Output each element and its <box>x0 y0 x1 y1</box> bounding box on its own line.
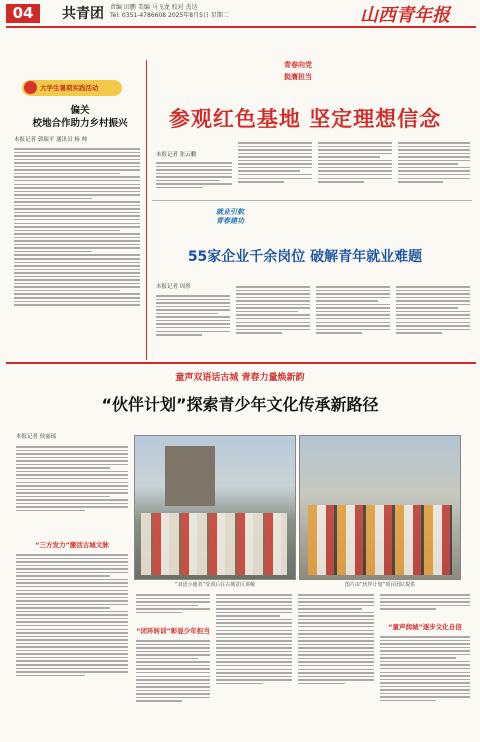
feature-col2-body-top <box>136 592 210 622</box>
feature-col5-body-b <box>380 634 470 734</box>
middle-tag-line1: 就业引航 <box>216 208 244 216</box>
left-article-body <box>14 146 140 356</box>
feature-headline: “伙伴计划”探索青少年文化传承新路径 <box>101 395 379 414</box>
middle-article-col2 <box>236 284 310 350</box>
middle-article-col3 <box>316 284 390 350</box>
feature-col3-body <box>216 592 292 734</box>
photo-1-caption: “双语小使者”受训后在古城景区讲解 <box>174 582 256 588</box>
feature-col5-body-a <box>380 592 470 618</box>
masthead-rule <box>6 26 476 28</box>
photo-1-group <box>141 513 287 575</box>
feature-col1-body <box>16 552 128 734</box>
left-headline-line1: 偏关 <box>70 105 90 116</box>
feature-top-rule <box>6 362 476 364</box>
feature-photo-1 <box>134 435 296 580</box>
masthead-meta <box>110 4 229 20</box>
top-kicker <box>258 60 338 82</box>
section-name: 共青团 <box>62 6 104 22</box>
top-headline: 参观红色基地 坚定理想信念 <box>168 107 442 131</box>
page-number: 04 <box>6 4 40 23</box>
left-headline-line2: 校地合作助力乡村振兴 <box>32 118 128 129</box>
photo-2-caption: 图片由“伙伴计划”项目团队提供 <box>344 582 416 588</box>
feature-col1-intro <box>16 444 128 536</box>
top-article-col2 <box>238 140 312 196</box>
middle-tag-line2: 青春建功 <box>216 217 244 225</box>
newspaper-logo: 山西青年报 <box>360 5 450 26</box>
feature-subtitle: 童声双语话古城 青春力量焕新韵 <box>175 373 305 383</box>
feature-photo-2 <box>299 435 461 580</box>
top-kicker-line1: 青春向党 <box>284 61 312 69</box>
editor-line: 责编 田鹏 美编 马飞龙 校对 杰达 <box>110 4 198 11</box>
middle-article-col1 <box>156 293 230 349</box>
left-banner-label: 大学生暑期实践活动 <box>40 84 99 92</box>
top-byline: 本报记者 张云鹏 <box>156 152 197 158</box>
date-line: Tel: 0351-4786608 2025年8月5日 星期二 <box>110 12 229 19</box>
badge-icon <box>24 81 37 94</box>
feature-col4-body <box>298 592 374 734</box>
feature-byline: 本报记者 侯丽瑶 <box>16 434 57 440</box>
top-article-col4 <box>398 140 470 196</box>
top-story-divider <box>152 200 472 201</box>
photo-1-building <box>165 446 215 506</box>
top-article-col3 <box>318 140 392 196</box>
middle-article-col4 <box>396 284 470 350</box>
left-banner <box>22 80 122 96</box>
middle-headline: 55家企业千余岗位 破解青年就业难题 <box>187 249 423 265</box>
feature-subhead-1: “三方发力”激活古城文脉 <box>35 541 109 549</box>
middle-tag <box>198 208 262 226</box>
feature-subhead-2: “闭环转训”彰显少年担当 <box>136 627 210 635</box>
feature-col2-body <box>136 638 210 734</box>
photo-2-group <box>308 505 452 575</box>
left-column-divider <box>146 60 147 360</box>
left-headline <box>14 104 146 130</box>
middle-byline: 本报记者 周彤 <box>156 284 191 290</box>
top-kicker-line2: 挺膺担当 <box>284 73 312 81</box>
top-article-col1 <box>156 160 232 196</box>
left-byline: 本报记者 郭瑞平 通讯员 杨 帅 <box>14 137 87 143</box>
feature-subhead-3: “童声润城”逐步文化自信 <box>388 623 462 631</box>
